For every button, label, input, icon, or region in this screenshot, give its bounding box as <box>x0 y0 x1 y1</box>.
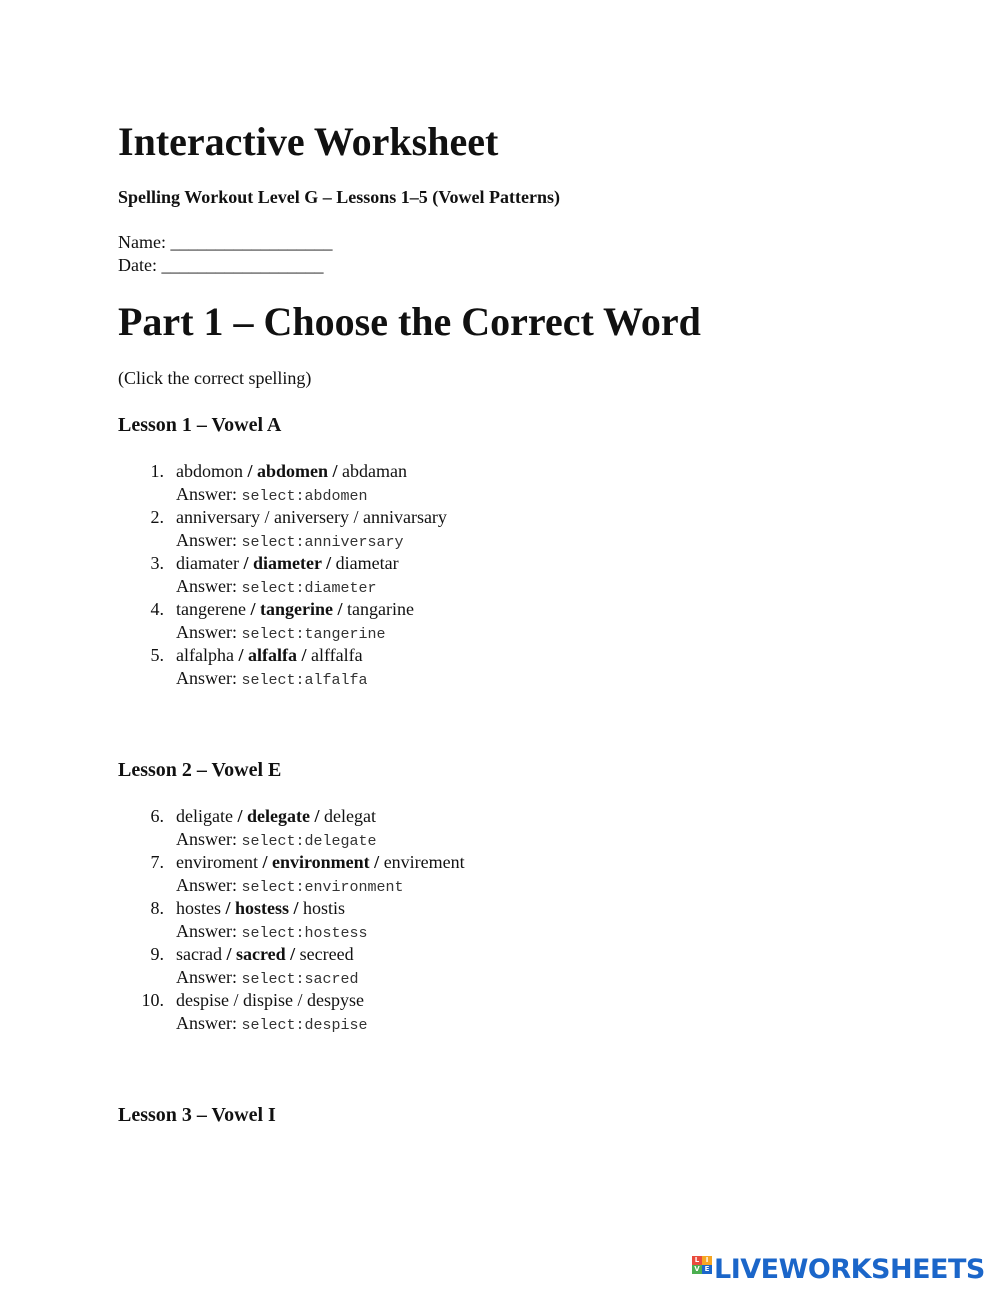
answer-line <box>176 667 368 690</box>
word-option[interactable]: despise <box>176 990 229 1010</box>
word-option[interactable]: abdaman <box>342 461 408 481</box>
answer-select[interactable]: select:anniversary <box>241 534 404 551</box>
word-option[interactable]: diametar <box>335 553 399 573</box>
word-option[interactable]: delegat <box>324 806 376 826</box>
word-option[interactable]: hostis <box>303 898 346 918</box>
word-option[interactable]: tangerene <box>176 599 246 619</box>
options-line <box>176 644 368 667</box>
answer-select[interactable]: select:hostess <box>241 925 368 942</box>
answer-select[interactable]: select:diameter <box>241 580 377 597</box>
answer-label: Answer: <box>176 484 242 504</box>
question-item <box>118 989 718 1035</box>
word-option[interactable]: alfalpha <box>176 645 234 665</box>
options-line <box>176 943 359 966</box>
word-option[interactable]: alffalfa <box>311 645 363 665</box>
word-option[interactable]: environment <box>272 852 370 872</box>
question-item <box>118 851 718 897</box>
answer-label: Answer: <box>176 829 242 849</box>
option-separator: / <box>285 944 300 964</box>
answer-line <box>176 874 465 897</box>
options-line <box>176 506 447 529</box>
question-number: 5. <box>150 645 164 665</box>
answer-label: Answer: <box>176 967 242 987</box>
answer-label: Answer: <box>176 1013 242 1033</box>
option-separator: / <box>293 990 308 1010</box>
option-separator: / <box>348 507 363 527</box>
word-option[interactable]: hostes <box>176 898 221 918</box>
word-option[interactable]: sacrad <box>176 944 222 964</box>
answer-line <box>176 621 414 644</box>
question-item <box>118 460 718 506</box>
part-1-title: Part 1 – Choose the Correct Word <box>118 299 701 344</box>
word-option[interactable]: enviroment <box>176 852 258 872</box>
lesson-2-question-list <box>118 805 718 1035</box>
answer-label: Answer: <box>176 668 242 688</box>
answer-select[interactable]: select:sacred <box>241 971 359 988</box>
option-separator: / <box>289 898 304 918</box>
option-separator: / <box>296 645 311 665</box>
answer-line <box>176 575 399 598</box>
word-option[interactable]: delegate <box>247 806 310 826</box>
option-separator: / <box>369 852 384 872</box>
options-line <box>176 897 368 920</box>
question-body <box>176 897 368 943</box>
question-item <box>118 943 718 989</box>
question-item <box>118 552 718 598</box>
question-number: 10. <box>141 990 164 1010</box>
question-item <box>118 897 718 943</box>
question-number: 4. <box>150 599 164 619</box>
answer-select[interactable]: select:alfalfa <box>241 672 368 689</box>
answer-label: Answer: <box>176 875 242 895</box>
option-separator: / <box>257 852 272 872</box>
word-option[interactable]: tangerine <box>259 599 333 619</box>
option-separator: / <box>328 461 343 481</box>
logo-mark-letter: E <box>702 1265 712 1274</box>
logo-mark-icon <box>692 1256 712 1284</box>
question-body <box>176 506 447 552</box>
option-separator: / <box>259 507 274 527</box>
word-option[interactable]: alfalfa <box>247 645 297 665</box>
answer-line <box>176 920 368 943</box>
question-item <box>118 644 718 690</box>
question-body <box>176 943 359 989</box>
word-option[interactable]: abdomen <box>257 461 329 481</box>
options-line <box>176 598 414 621</box>
word-option[interactable]: annivarsary <box>362 507 447 527</box>
question-item <box>118 805 718 851</box>
answer-select[interactable]: select:delegate <box>241 833 377 850</box>
logo-mark-letter: I <box>702 1256 712 1265</box>
question-number: 2. <box>150 507 164 527</box>
lesson-2-heading: Lesson 2 – Vowel E <box>118 759 282 781</box>
question-body <box>176 552 399 598</box>
option-separator: / <box>321 553 336 573</box>
word-option[interactable]: anniversary <box>176 507 260 527</box>
answer-select[interactable]: select:tangerine <box>241 626 386 643</box>
answer-label: Answer: <box>176 530 242 550</box>
answer-line <box>176 529 447 552</box>
word-option[interactable]: tangarine <box>346 599 414 619</box>
word-option[interactable]: hostess <box>235 898 290 918</box>
question-number: 1. <box>150 461 164 481</box>
question-number: 3. <box>150 553 164 573</box>
question-number: 9. <box>150 944 164 964</box>
word-option[interactable]: diamater <box>176 553 239 573</box>
question-number: 6. <box>150 806 164 826</box>
answer-line <box>176 828 377 851</box>
date-field[interactable]: Date: __________________ <box>118 255 324 275</box>
option-separator: / <box>245 599 260 619</box>
question-body <box>176 989 368 1035</box>
option-separator: / <box>238 553 253 573</box>
page-title: Interactive Worksheet <box>118 119 499 164</box>
question-item <box>118 598 718 644</box>
logo-text: LIVEWORKSHEETS <box>714 1254 985 1285</box>
question-body <box>176 851 465 897</box>
logo-mark-letter: L <box>692 1256 702 1265</box>
option-separator: / <box>221 944 236 964</box>
question-body <box>176 805 377 851</box>
word-option[interactable]: secreed <box>299 944 354 964</box>
option-separator: / <box>243 461 258 481</box>
lesson-3-heading: Lesson 3 – Vowel I <box>118 1104 276 1126</box>
options-line <box>176 851 465 874</box>
option-separator: / <box>229 990 244 1010</box>
question-body <box>176 644 368 690</box>
word-option[interactable]: sacred <box>235 944 286 964</box>
option-separator: / <box>221 898 236 918</box>
lesson-1-heading: Lesson 1 – Vowel A <box>118 414 282 436</box>
answer-select[interactable]: select:despise <box>241 1017 368 1034</box>
liveworksheets-logo <box>692 1255 985 1285</box>
option-separator: / <box>309 806 324 826</box>
question-number: 8. <box>150 898 164 918</box>
options-line <box>176 552 399 575</box>
option-separator: / <box>332 599 347 619</box>
answer-label: Answer: <box>176 622 242 642</box>
question-body <box>176 598 414 644</box>
word-option[interactable]: aniversery <box>273 507 349 527</box>
options-line <box>176 989 368 1012</box>
answer-line <box>176 966 359 989</box>
word-option[interactable]: abdomon <box>176 461 243 481</box>
word-option[interactable]: envirement <box>383 852 465 872</box>
answer-label: Answer: <box>176 576 242 596</box>
word-option[interactable]: despyse <box>307 990 365 1010</box>
answer-label: Answer: <box>176 921 242 941</box>
lesson-1-question-list <box>118 460 718 690</box>
answer-select[interactable]: select:environment <box>241 879 404 896</box>
page-subtitle: Spelling Workout Level G – Lessons 1–5 (Vowel Patterns) <box>118 187 561 207</box>
answer-select[interactable]: select:abdomen <box>241 488 368 505</box>
options-line <box>176 460 407 483</box>
question-item <box>118 506 718 552</box>
answer-line <box>176 1012 368 1035</box>
word-option[interactable]: dispise <box>243 990 294 1010</box>
word-option[interactable]: deligate <box>176 806 233 826</box>
question-body <box>176 460 407 506</box>
word-option[interactable]: diameter <box>252 553 322 573</box>
option-separator: / <box>232 806 247 826</box>
question-number: 7. <box>150 852 164 872</box>
option-separator: / <box>233 645 248 665</box>
logo-mark-letter: V <box>692 1265 702 1274</box>
name-field[interactable]: Name: __________________ <box>118 232 333 252</box>
answer-line <box>176 483 407 506</box>
options-line <box>176 805 377 828</box>
instructions: (Click the correct spelling) <box>118 368 312 388</box>
